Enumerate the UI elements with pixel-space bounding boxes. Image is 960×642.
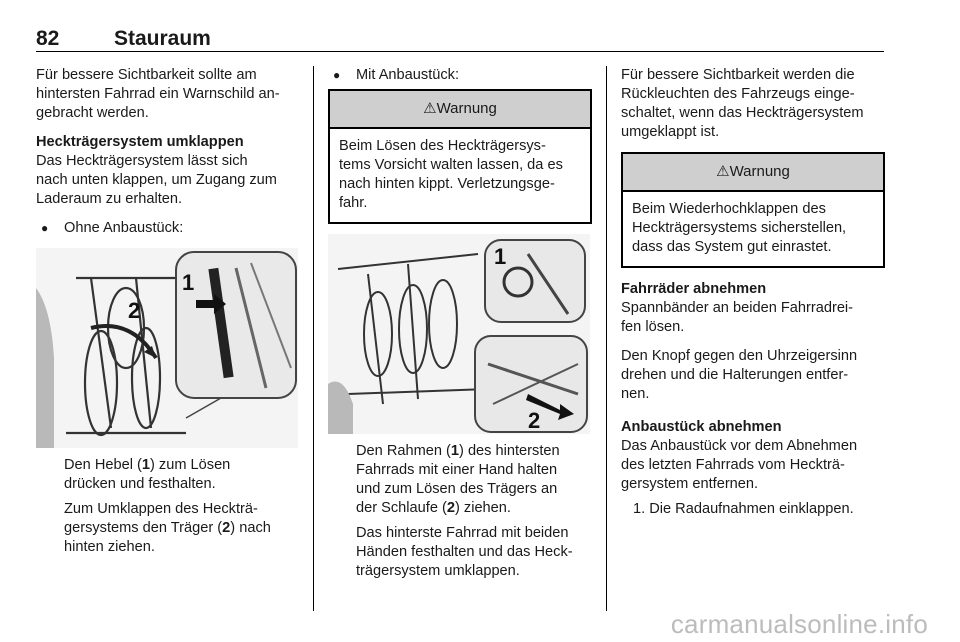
warning-triangle-icon: ⚠	[716, 163, 730, 180]
illustration-bike-rack-attachment	[328, 234, 590, 434]
page-number: 82	[36, 27, 60, 50]
figure-label-1: 1	[182, 270, 195, 295]
column-2	[328, 66, 592, 581]
section-heading-umklappen: Heckträgersystem umklappen Das Heckträgersystem lässt sich nach unten klappen, um Zugang zum Laderaum zu erhalten.	[36, 133, 300, 209]
bullet-ohne-anbaustueck: ● Ohne Anbaustück:	[36, 219, 300, 238]
bike-rack-illustration	[36, 248, 298, 448]
section-fahrraeder-abnehmen: Fahrräder abnehmen Spannbänder an beiden Fahrradrei- fen lösen.	[621, 280, 885, 337]
caption-hebel: Den Hebel (1) zum Lösen drücken und festhalten.	[64, 457, 231, 492]
numbered-list-item: 1. Die Radaufnahmen einklappen.	[633, 501, 854, 517]
caption-umklappen-2: Das hinterste Fahrrad mit beiden Händen festhalten und das Heck- trägersystem umklappen.	[356, 525, 573, 579]
paragraph-knopf: Den Knopf gegen den Uhrzeigersinn drehen und die Halterungen entfer- nen.	[621, 348, 858, 402]
bullet-mit-anbaustueck: ● Mit Anbaustück:	[328, 66, 592, 85]
warning-triangle-icon: ⚠	[423, 100, 437, 117]
warning-text: Beim Wiederhochklappen des Heckträgersystems sicherstellen, dass das System gut einrastet.	[632, 201, 847, 255]
illustration-bike-rack-fold	[36, 248, 298, 448]
intro-paragraph: Für bessere Sichtbarkeit sollte am hintersten Fahrrad ein Warnschild an- gebracht werden.	[36, 67, 280, 121]
bike-rack-attachment-illustration	[328, 234, 590, 434]
figure-label-1: 1	[494, 244, 507, 269]
paragraph-anbaustueck: Das Anbaustück vor dem Abnehmen des letzten Fahrrads vom Heckträ- gersystem entfernen.	[621, 438, 858, 492]
intro-paragraph: Für bessere Sichtbarkeit werden die Rückleuchten des Fahrzeugs einge- schaltet, wenn das Heckträgersystem umgeklappt ist.	[621, 67, 864, 140]
caption-umklappen: Zum Umklappen des Heckträ- gersystems den Träger (2) nach hinten ziehen.	[64, 501, 271, 555]
figure-label-2: 2	[528, 408, 541, 433]
warning-box-2	[621, 152, 885, 268]
figure-label-2: 2	[128, 298, 141, 323]
warning-box-1	[328, 89, 592, 224]
page-title: Stauraum	[114, 27, 211, 50]
page-header	[36, 27, 884, 52]
column-divider	[313, 66, 314, 611]
section-anbaustueck-abnehmen: Anbaustück abnehmen Das Anbaustück vor dem Abnehmen des letzten Fahrrads vom Heckträ- gersystem entfernen.	[621, 418, 885, 494]
section-body: Das Heckträgersystem lässt sich nach unten klappen, um Zugang zum Laderaum zu erhalten.	[36, 153, 277, 207]
column-3	[621, 66, 885, 519]
warning-text: Beim Lösen des Heckträgersys- tems Vorsicht walten lassen, da es nach hinten kippt. Verletzungsge- fahr.	[339, 138, 563, 211]
warning-header: ⚠Warnung	[623, 154, 883, 192]
warning-header: ⚠Warnung	[330, 91, 590, 129]
caption-rahmen: Den Rahmen (1) des hintersten Fahrrads mit einer Hand halten und zum Lösen des Trägers an der Schlaufe (2) ziehen.	[356, 443, 560, 516]
paragraph-spannbaender: Spannbänder an beiden Fahrradrei- fen lösen.	[621, 300, 854, 335]
watermark: carmanualsonline.info	[670, 609, 928, 639]
column-1	[36, 66, 300, 557]
column-divider	[606, 66, 607, 611]
